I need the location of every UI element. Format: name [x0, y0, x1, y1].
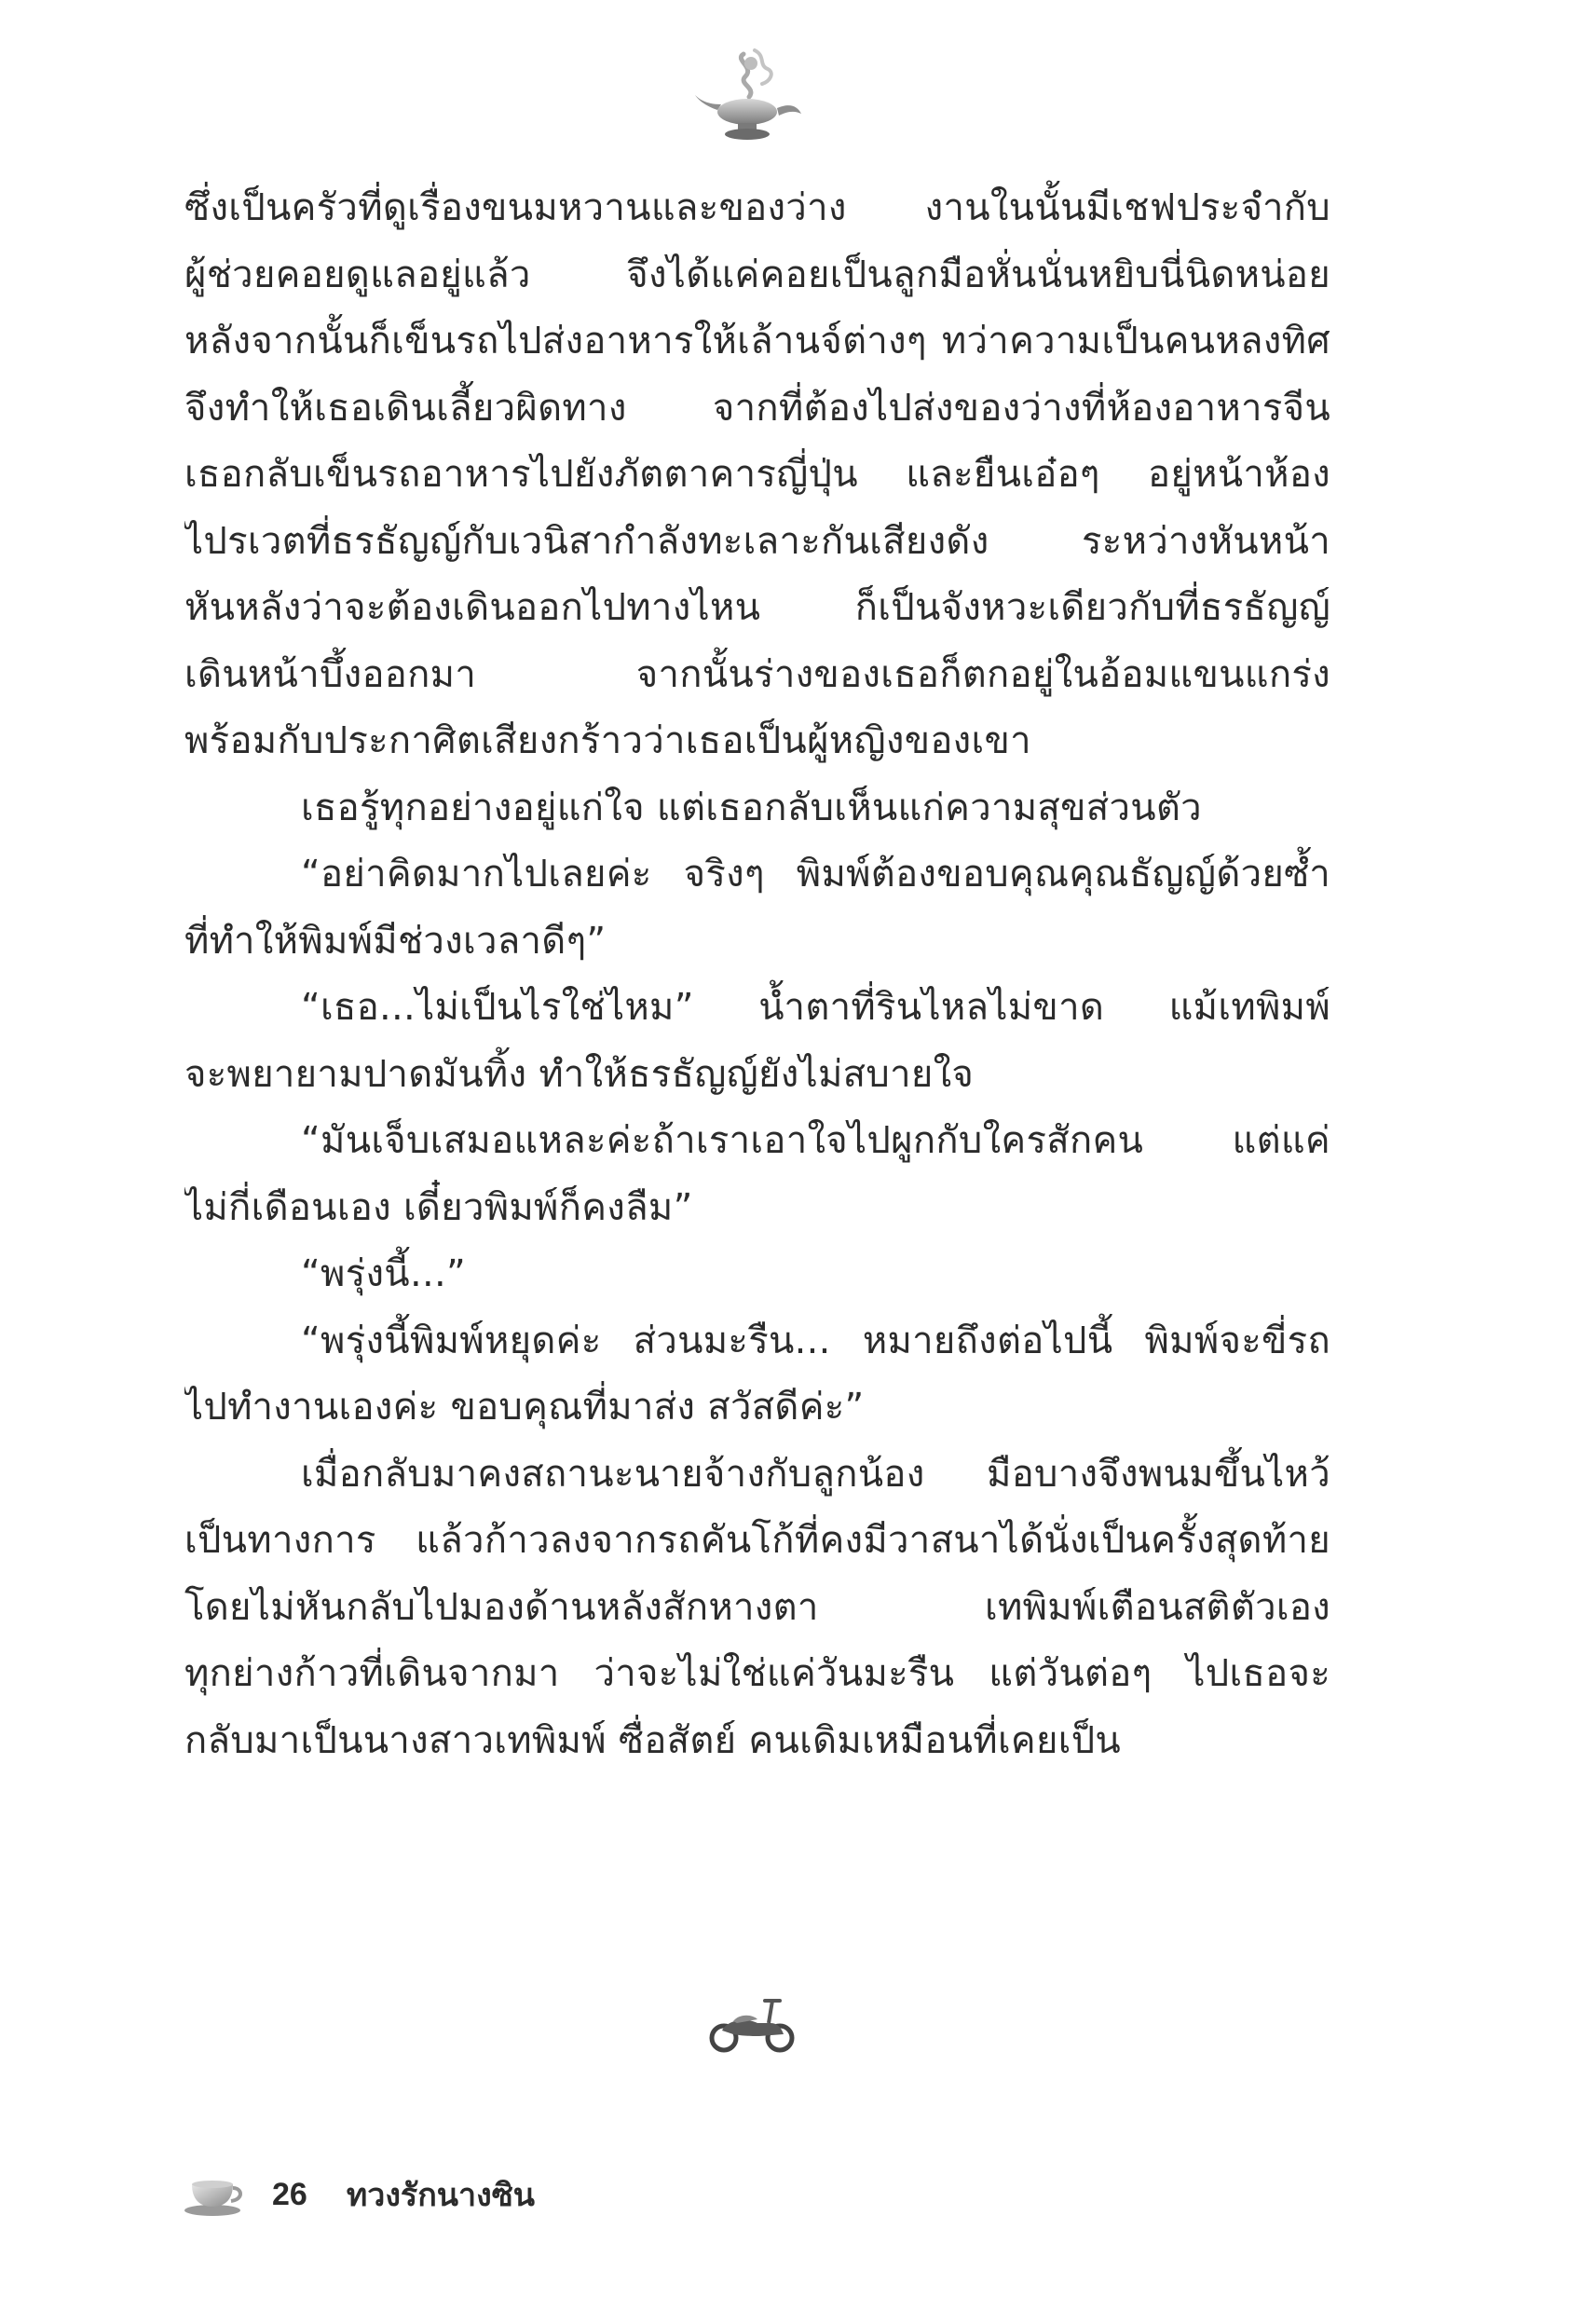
text-line: กลับมาเป็นนางสาวเทพิมพ์ ซื่อสัตย์ คนเดิมเหมือนที่เคยเป็น [184, 1718, 1122, 1762]
genie-lamp-icon [689, 47, 811, 149]
paragraph-start: “เธอ...ไม่เป็นไรใช่ไหม” น้ำตาที่รินไหลไม่ขาด แม้เทพิมพ์ [301, 986, 1330, 1029]
paragraph-start: “พรุ่งนี้...” [301, 1252, 467, 1295]
paragraph-start: เธอรู้ทุกอย่างอยู่แก่ใจ แต่เธอกลับเห็นแก่ความสุขส่วนตัว [301, 786, 1202, 829]
paragraph-start: เมื่อกลับมาคงสถานะนายจ้างกับลูกน้อง มือบางจึงพนมขึ้นไหว้ [301, 1452, 1330, 1496]
text-line: เธอกลับเข็นรถอาหารไปยังภัตตาคารญี่ปุ่น และยืนเอ๋อๆ อยู่หน้าห้อง [184, 453, 1330, 496]
text-line: ซึ่งเป็นครัวที่ดูเรื่องขนมหวานและของว่าง งานในนั้นมีเชฟประจำกับ [184, 186, 1330, 229]
text-line: เป็นทางการ แล้วก้าวลงจากรถคันโก้ที่คงมีวาสนาได้นั่งเป็นครั้งสุดท้าย [184, 1519, 1330, 1562]
text-line: ไปทำงานเองค่ะ ขอบคุณที่มาส่ง สวัสดีค่ะ” [184, 1386, 865, 1429]
body-text [184, 175, 1330, 1774]
page-number: 26 [272, 2176, 307, 2212]
page-footer [183, 2167, 535, 2222]
book-title: ทวงรักนางซิน [346, 2177, 536, 2214]
text-line: ไม่กี่เดือนเอง เดี๋ยวพิมพ์ก็คงลืม” [184, 1185, 693, 1229]
text-line: ที่ทำให้พิมพ์มีช่วงเวลาดีๆ” [184, 919, 607, 963]
text-line: ทุกย่างก้าวที่เดินจากมา ว่าจะไม่ใช่แค่วันมะรืน แต่วันต่อๆ ไปเธอจะ [184, 1652, 1330, 1695]
text-line: จะพยายามปาดมันทิ้ง ทำให้ธรธัญญ์ยังไม่สบายใจ [184, 1052, 975, 1096]
motorcycle-icon [705, 1990, 798, 2055]
paragraph-start: “พรุ่งนี้พิมพ์หยุดค่ะ ส่วนมะรืน... หมายถึงต่อไปนี้ พิมพ์จะขี่รถ [301, 1319, 1330, 1362]
text-line: ผู้ช่วยคอยดูแลอยู่แล้ว จึงได้แค่คอยเป็นลูกมือหั่นนั่นหยิบนี่นิดหน่อย [184, 253, 1330, 296]
text-line: หลังจากนั้นก็เข็นรถไปส่งอาหารให้เล้านจ์ต่างๆ ทว่าความเป็นคนหลงทิศ [184, 320, 1330, 362]
paragraph-start: “มันเจ็บเสมอแหละค่ะถ้าเราเอาใจไปผูกกับใครสักคน แต่แค่ [301, 1119, 1330, 1162]
paragraph-start: “อย่าคิดมากไปเลยค่ะ จริงๆ พิมพ์ต้องขอบคุณคุณธัญญ์ด้วยซ้ำ [301, 853, 1330, 896]
text-line: จึงทำให้เธอเดินเลี้ยวผิดทาง จากที่ต้องไปส่งของว่างที่ห้องอาหารจีน [184, 386, 1330, 430]
text-line: เดินหน้าบึ้งออกมา จากนั้นร่างของเธอก็ตกอยู่ในอ้อมแขนแกร่ง [184, 652, 1330, 696]
text-line: หันหลังว่าจะต้องเดินออกไปทางไหน ก็เป็นจังหวะเดียวกับที่ธรธัญญ์ [184, 586, 1330, 629]
text-line: โดยไม่หันกลับไปมองด้านหลังสักหางตา เทพิมพ์เตือนสติตัวเอง [184, 1585, 1330, 1629]
text-line: พร้อมกับประกาศิตเสียงกร้าวว่าเธอเป็นผู้หญิงของเขา [184, 719, 1031, 762]
teacup-icon [183, 2171, 248, 2218]
text-line: ไปรเวตที่ธรธัญญ์กับเวนิสากำลังทะเลาะกันเสียงดัง ระหว่างหันหน้า [184, 519, 1330, 563]
